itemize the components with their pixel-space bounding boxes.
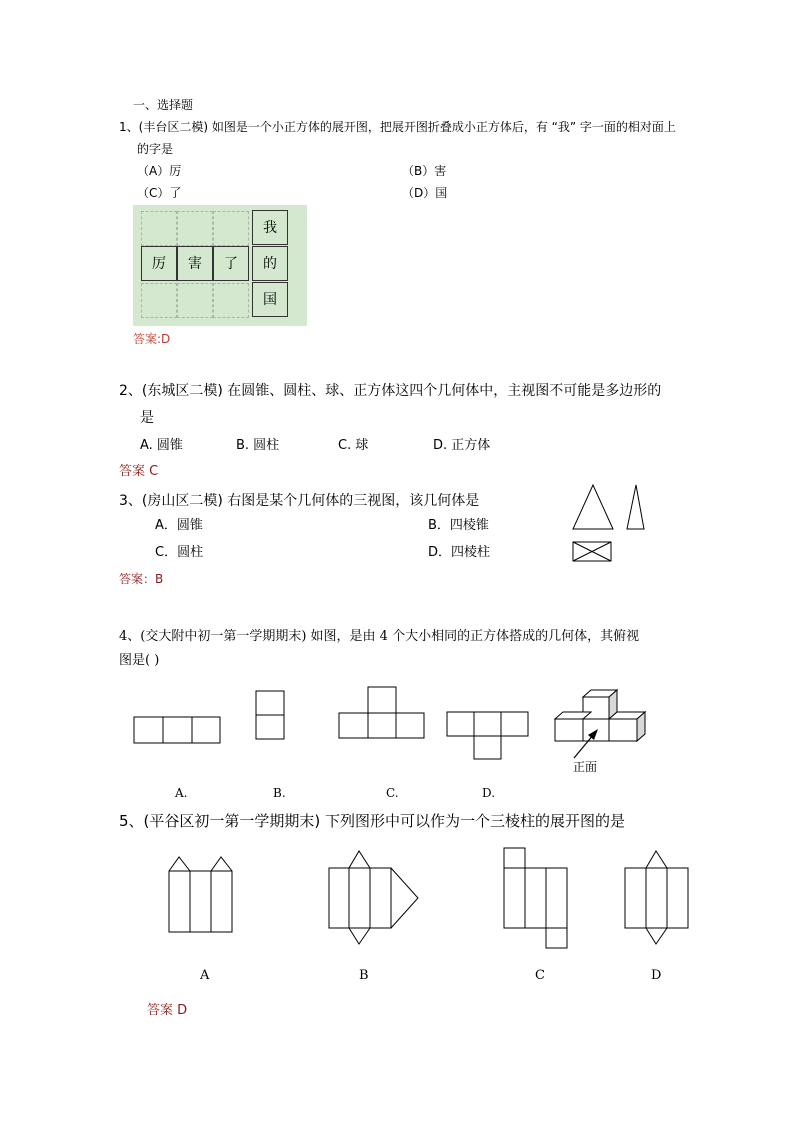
q2-option-b: B. 圆柱 <box>236 438 280 453</box>
q3-answer: 答案：B <box>119 572 164 586</box>
q1-option-d: （D）国 <box>402 186 448 200</box>
net-face-li: 厉 <box>141 246 177 281</box>
q3-option-b: B．四棱锥 <box>428 518 489 533</box>
q4-label-a: A. <box>175 786 188 800</box>
q5-option-d-figure <box>625 851 688 944</box>
q1-line2: 的字是 <box>137 142 174 156</box>
section-title: 一、选择题 <box>133 98 194 112</box>
q5-option-a-figure <box>169 857 232 932</box>
q2-answer: 答案 C <box>119 464 159 479</box>
q4-line1: 4、(交大附中初一第一学期期末) 如图，是由 4 个大小相同的正方体搭成的几何体，其俯视 <box>119 629 640 644</box>
q3-option-c: C．圆柱 <box>155 545 204 560</box>
q2-line1: 2、(东城区二模) 在圆锥、圆柱、球、正方体这四个几何体中，主视图不可能是多边形的 <box>119 383 662 399</box>
q5-label-d: D <box>651 968 662 983</box>
q5-option-b-figure <box>329 851 418 944</box>
q2-line2: 是 <box>140 410 154 426</box>
front-label: 正面 <box>573 760 598 774</box>
q4-label-b: B. <box>273 786 286 800</box>
net-face-le: 了 <box>213 246 249 281</box>
net-face-de: 的 <box>252 246 288 281</box>
q1-option-a: （A）厉 <box>137 164 182 178</box>
q3-option-a: A．圆锥 <box>155 518 203 533</box>
q1-line1: 1、(丰台区二模) 如图是一个小正方体的展开图，把展开图折叠成小正方体后，有 “我” 字一面的相对面上 <box>119 120 676 134</box>
q1-option-b: （B）害 <box>402 164 447 178</box>
q4-label-d: D. <box>482 786 496 800</box>
net-face-hai: 害 <box>177 246 213 281</box>
q2-option-c: C. 球 <box>338 438 369 453</box>
q3-option-d: D．四棱柱 <box>428 545 491 560</box>
q2-option-d: D. 正方体 <box>433 438 491 453</box>
q1-answer: 答案:D <box>133 332 171 346</box>
q1-option-c: （C）了 <box>137 186 182 200</box>
net-face-wo: 我 <box>252 210 288 245</box>
q5-answer: 答案 D <box>147 1003 188 1018</box>
q4-label-c: C. <box>386 786 399 800</box>
q4-line2: 图是( ) <box>119 653 160 668</box>
q5-label-a: A <box>200 968 210 983</box>
net-face-guo: 国 <box>252 282 288 317</box>
q5-option-c-figure <box>504 848 567 948</box>
q5-label-b: B <box>359 968 369 983</box>
q3-line1: 3、(房山区二模) 右图是某个几何体的三视图，该几何体是 <box>119 493 480 509</box>
q5-line1: 5、(平谷区初一第一学期期末) 下列图形中可以作为一个三棱柱的展开图的是 <box>119 812 626 830</box>
q5-label-c: C <box>535 968 545 983</box>
q2-option-a: A. 圆锥 <box>140 438 183 453</box>
